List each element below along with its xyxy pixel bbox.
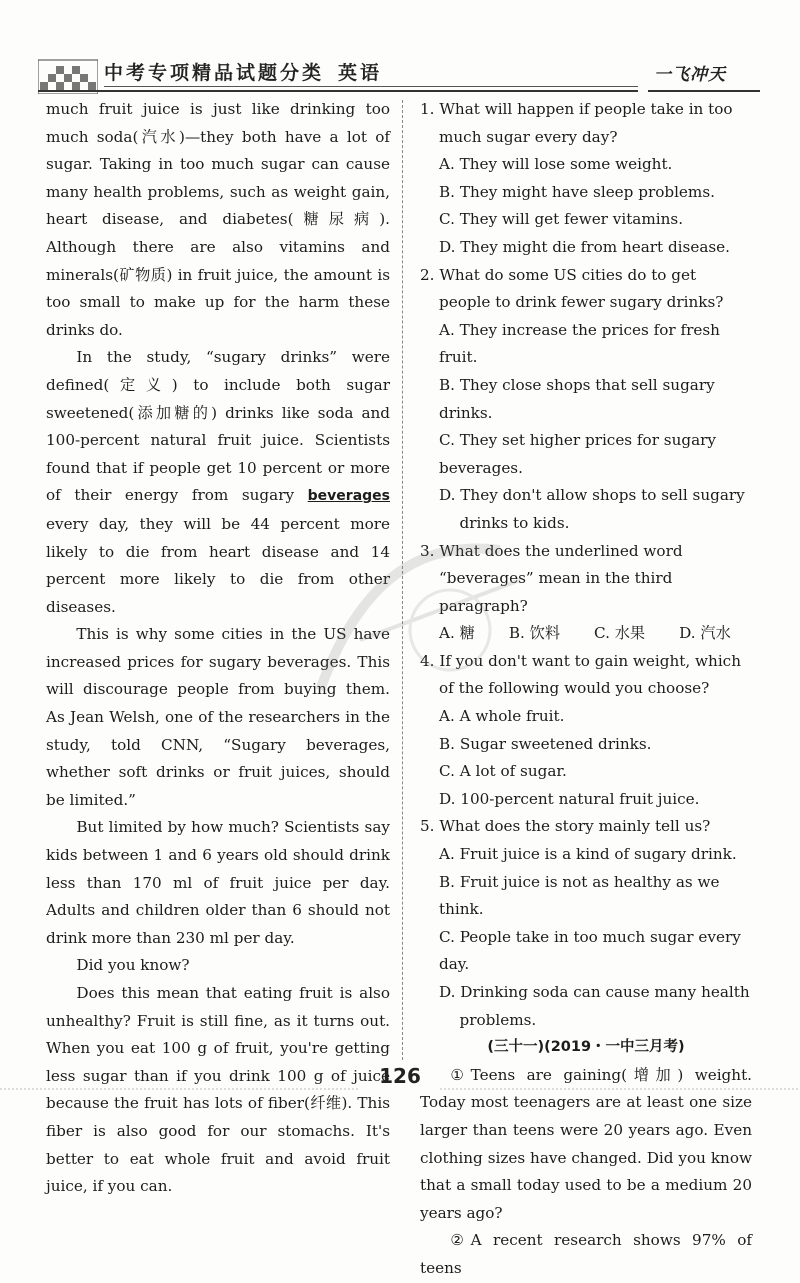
header-rule <box>38 90 638 92</box>
question <box>420 96 752 262</box>
answer-option: D. They might die from heart disease. <box>439 237 730 256</box>
passage-paragraph: But limited by how much? Scientists say kids between 1 and 6 years old should drink less than 170 ml of fruit juice per day. Adults and children older than 6 should not drink more than 230 ml per day. <box>46 818 390 947</box>
question-stem: 3. What does the underlined word “beverages” mean in the third paragraph? <box>420 541 683 615</box>
answer-option: B. Sugar sweetened drinks. <box>439 734 652 753</box>
page-number: 126 <box>379 1064 421 1088</box>
underlined-word: beverages <box>307 488 390 505</box>
checker-decoration <box>38 56 98 94</box>
answer-option: D. Drinking soda can cause many health problems. <box>439 983 750 1029</box>
answer-option: A. 糖 <box>439 624 475 643</box>
answer-option: C. 水果 <box>594 624 646 643</box>
passage-paragraph: This is why some cities in the US have increased prices for sugary beverages. This will discourage people from buying them. As Jean Welsh, one of the researchers in the study, told CNN, “Sugary beverages, whether soft drinks or fruit juices, should be limited.” <box>46 625 390 809</box>
passage-paragraph: ①Teens are gaining(增加) weight. Today most teenagers are at least one size larger than teens were 20 years ago. Even clothing sizes have changed. Did you know that a small today used to be a medium 20 years ago? <box>420 1065 752 1222</box>
question <box>420 813 752 1034</box>
passage-paragraph: much fruit juice is just like drinking too much soda(汽水)—they both have a lot of sugar. Taking in too much sugar can cause many health problems, such as weight gain, heart disease, and diabetes(糖尿病). Although there are also vitamins and minerals(矿物质) in fruit juice, the amount is too small to make up for the harm these drinks do. <box>46 100 390 339</box>
question-stem: 2. What do some US cities do to get people to drink fewer sugary drinks? <box>420 265 724 312</box>
passage-paragraph: Does this mean that eating fruit is also unhealthy? Fruit is still fine, as it turns out. When you eat 100 g of fruit, you're getting less sugar than if you drink 100 g of juice because the fruit has lots of fiber(纤维). This fiber is also good for our stomachs. It's better to eat whole fruit and avoid fruit juice, if you can. <box>46 984 390 1196</box>
answer-option: D. 汽水 <box>679 624 731 643</box>
answer-option: A. A whole fruit. <box>439 707 565 726</box>
answer-option: D. They don't allow shops to sell sugary drinks to kids. <box>439 486 745 532</box>
subject-label: 英语 <box>338 62 383 84</box>
series-title-text: 中考专项精品试题分类 <box>104 62 325 84</box>
passage-paragraph: ②A recent research shows 97% of teens <box>420 1231 752 1277</box>
answer-option: C. They will get fewer vitamins. <box>439 210 684 229</box>
answer-option: C. They set higher prices for sugary beverages. <box>439 431 716 477</box>
answer-option: A. They will lose some weight. <box>439 155 673 174</box>
passage-subheading: Did you know? <box>76 956 190 975</box>
section-title: (三十一)(2019・一中三月考) <box>487 1039 685 1056</box>
watermark-logo <box>300 520 560 720</box>
header-rule-right <box>648 90 760 92</box>
answer-option: C. A lot of sugar. <box>439 762 567 781</box>
question-stem: 5. What does the story mainly tell us? <box>420 817 711 836</box>
question-stem: 4. If you don't want to gain weight, which of the following would you choose? <box>420 651 741 698</box>
series-title <box>104 58 382 85</box>
answer-option: C. People take in too much sugar every day. <box>439 927 741 974</box>
header-rule-thin <box>104 86 638 87</box>
page-header <box>0 0 800 100</box>
text-span: In the study, “sugary drinks” were defined(定义) to include both sugar sweetened(添加糖的) drinks like soda and 100-percent natural fruit juice. Scientists found that if people get 10 percent or more of their energy from sugary <box>46 348 390 505</box>
question <box>420 262 752 538</box>
answer-option: D. 100-percent natural fruit juice. <box>439 789 700 808</box>
text-span: every day, they will be 44 percent more likely to die from heart disease and 14 percent more likely to die from other diseases. <box>46 514 390 616</box>
answer-option: B. 饮料 <box>508 624 561 643</box>
answer-option: B. Fruit juice is not as healthy as we think. <box>439 872 720 919</box>
answer-option: B. They close shops that sell sugary drinks. <box>439 375 715 422</box>
answer-option: A. They increase the prices for fresh fruit. <box>439 320 720 367</box>
question-stem: 1. What will happen if people take in too much sugar every day? <box>420 100 733 146</box>
brand-logo: 一飞冲天 <box>654 65 726 85</box>
answer-option: B. They might have sleep problems. <box>439 182 715 201</box>
answer-option: A. Fruit juice is a kind of sugary drink. <box>439 845 737 864</box>
